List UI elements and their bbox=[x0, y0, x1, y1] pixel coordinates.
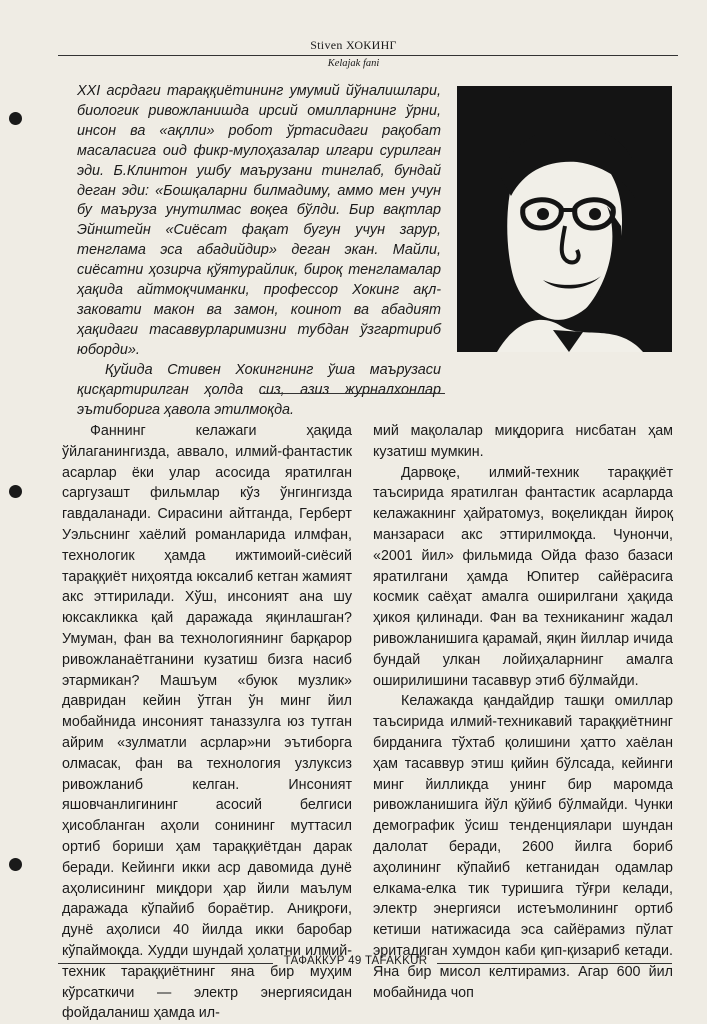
page-footer: ТАФАККУР 49 TAFAKKUR bbox=[283, 955, 428, 967]
article-paragraph: Фаннинг келажаги ҳақида ўйлаганингизда, аввало, илмий-фантастик асарлар ёки улар асосида яратилган саргузашт фильмлар кўз ўнгингизда гавдаланади. Сирасини айтганда, Герберт Уэльснинг хаёлий романларида илмфан, технологик ҳамда ижтимоий-сиёсий тараққиёт ниҳоятда юксалиб кетган жамият акс эттирилади. Хўш, инсоният ана шу юксакликка қай даражада яқинлашган? Умуман, фан ва технологиянинг барқарор ривожланаётганини кузатиш бизга насиб этармикан? Машъум «буюк музлик» давридан кейин ўтган ўн минг йил мобайнида инсоният таназзулга юз тутган айрим «зулматли асрлар»ни эътиборга олмасак, фан ва технология узлуксиз ривожланиб келган. Инсоният яшовчанлигининг асосий белгиси ҳисобланган аҳоли сонининг муттасил ортиб бориши ҳам тараққиётдан дарак беради. Кейинги икки аср давомида дунё аҳолисининг миқдори ҳар йили маълум даражада кўпайиб бораётир. Аниқроғи, дунё аҳолиси 40 йилда икки баробар кўпаймоқда. Худди шундай ҳолатни илмий-техник тараққиётнинг яна бир муҳим кўрсаткичи — электр энергиясидан фойдаланиш ҳамда ил- bbox=[62, 423, 352, 1022]
intro-block bbox=[77, 82, 441, 420]
article-paragraph: Келажакда қандайдир ташқи омиллар таъсирида илмий-техникавий тараққиётнинг бирданига тўхтаб қолишини ҳатто хаёлан ҳам тасаввур этиш қийин бўлсада, кейинги минг йилликда унинг бир маромда ривожланишига йўл қўйиб бўлмайди. Чунки демографик ўсиш тенденциялари шундан далолат беради, 2600 йилга бориб аҳолининг кўпайиб кетганидан одамлар елкама-елка тик туришига тўғри келади, электр энергияси истеъмолининг ортиб кетиши натижасида эса сайёрамиз пўлат эритадиган хумдон каби қип-қизариб кетади. Яна бир мисол келтирамиз. Агар 600 йил мобайнида чоп bbox=[373, 693, 673, 1001]
article-column-left bbox=[62, 421, 352, 1024]
article-paragraph-continuation: мий мақолалар миқдорига нисбатан ҳам кузатиш мумкин. bbox=[373, 423, 673, 460]
intro-paragraph: XXI асрдаги тараққиётининг умумий йўналишлари, биологик ривожланишда ирсий омилларнинг ўрни, инсон ва «ақлли» робот ўртасидаги рақобат масаласига оид фикр-мулоҳазалар илгари сурилган эди. Б.Клинтон ушбу маърузани тинглаб, бундай деган эди: «Бошқаларни билмадиму, аммо мен учун бу маъруза унутилмас воқеа бўлди. Бир вақтлар Эйнштейн «Сиёсат фақат бугун учун зарур, тенглама эса абадийдир» деган экан. Майли, сиёсатни ҳозирча қўятурайлик, бироқ тенгламалар ҳақида айтмоқчиманки, профессор Хокинг ақл-заковати макон ва замон, коинот ва абадият ҳақидаги тасаввурларимизни тубдан ўзгартириб юборди». bbox=[77, 83, 441, 358]
binder-hole bbox=[9, 485, 22, 498]
footer-rule-right bbox=[437, 963, 672, 964]
intro-paragraph: Қуйида Стивен Хокингнинг ўша маърузаси қисқартирилган ҳолда сиз, азиз журналхонлар эътиборига ҳавола этилмоқда. bbox=[77, 361, 441, 418]
section-divider bbox=[260, 393, 445, 394]
author-portrait bbox=[457, 86, 672, 352]
header-rule bbox=[58, 55, 678, 56]
running-header-subtitle: Kelajak fani bbox=[327, 58, 380, 69]
article-paragraph: Дарвоқе, илмий-техник тараққиёт таъсирида яратилган фантастик асарларда келажакнинг ҳайратомуз, воқеликдан йироқ манзараси акс эттирилмоқда. Чунончи, «2001 йил» фильмида Ойда фазо базаси яратилгани ҳамда Юпитер сайёрасига космик саёҳат амалга оширилгани ҳақида ҳикоя қилинади. Фан ва техниканинг жадал ривожланишига қарамай, яқин йиллар ичида бундай улкан лойиҳаларнинг амалга оширилишини тасаввур этиб бўлмайди. bbox=[373, 464, 673, 689]
binder-hole bbox=[9, 858, 22, 871]
binder-hole bbox=[9, 112, 22, 125]
article-column-right bbox=[373, 421, 673, 1003]
footer-rule-left bbox=[58, 963, 273, 964]
running-header-author: Stiven ХОКИНГ bbox=[310, 38, 397, 52]
